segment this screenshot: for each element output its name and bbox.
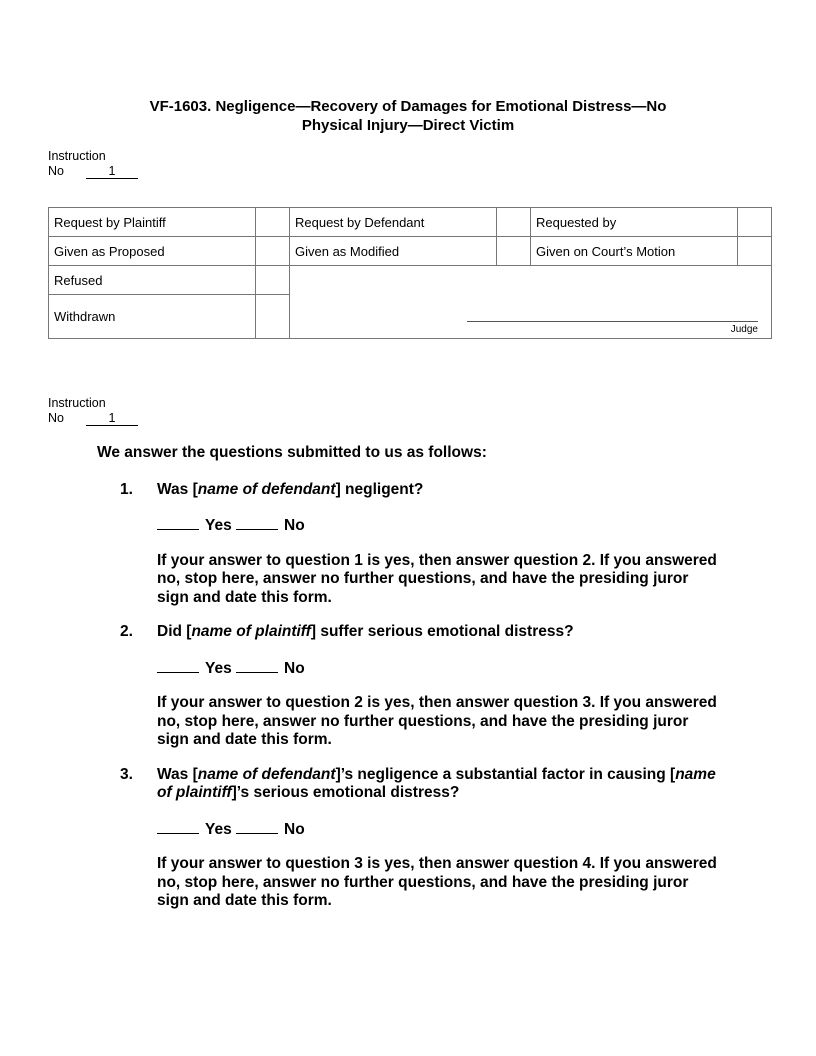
request-by-plaintiff-label: Request by Plaintiff	[49, 208, 256, 237]
requested-by-box[interactable]	[738, 208, 772, 237]
no-label: No	[284, 659, 305, 677]
text-segment: ]’s negligence a substantial factor in causing [	[335, 765, 676, 783]
verdict-questions	[97, 444, 717, 911]
refused-box[interactable]	[256, 266, 290, 295]
given-on-courts-motion-box[interactable]	[738, 237, 772, 266]
text-segment: ] negligent?	[335, 480, 424, 498]
instruction-no-label: No	[48, 164, 64, 178]
instruction-number: 1	[86, 412, 138, 426]
requested-by-label: Requested by	[531, 208, 738, 237]
placeholder-text: name of plaintiff	[157, 765, 716, 801]
text-segment: ] suffer serious emotional distress?	[310, 623, 574, 640]
yes-no-answer	[157, 515, 717, 536]
yes-label: Yes	[205, 659, 232, 677]
placeholder-text: name of defendant	[197, 765, 336, 783]
given-as-proposed-box[interactable]	[256, 237, 290, 266]
refused-label: Refused	[49, 266, 256, 295]
instruction-number: 1	[86, 165, 138, 179]
text-segment: Did [	[157, 623, 192, 640]
no-blank[interactable]	[236, 658, 278, 673]
question-text	[157, 766, 717, 803]
instruction-number-block	[48, 149, 138, 179]
question-2	[97, 623, 717, 750]
request-table	[48, 207, 772, 339]
given-as-modified-box[interactable]	[497, 237, 531, 266]
given-as-modified-label: Given as Modified	[290, 237, 497, 266]
title-line-1: VF-1603. Negligence—Recovery of Damages for Emotional Distress—No	[149, 98, 667, 115]
question-instruction: If your answer to question 3 is yes, then answer question 4. If you answered no, stop here, answer no further questions, and have the presiding juror sign and date this form.	[157, 855, 717, 909]
intro-text: We answer the questions submitted to us as follows:	[97, 444, 487, 461]
placeholder-text: name of plaintiff	[191, 623, 311, 640]
withdrawn-label: Withdrawn	[49, 295, 256, 339]
given-as-proposed-label: Given as Proposed	[49, 237, 256, 266]
question-number: 3.	[120, 765, 133, 783]
yes-blank[interactable]	[157, 515, 199, 530]
text-segment: Was [	[157, 765, 198, 783]
yes-label: Yes	[205, 820, 232, 838]
instruction-number-block-2	[48, 396, 138, 426]
placeholder-text: name of defendant	[197, 480, 336, 498]
no-label: No	[284, 517, 305, 534]
text-segment: Was [	[157, 480, 198, 498]
judge-signature-line[interactable]	[467, 321, 758, 322]
request-by-plaintiff-box[interactable]	[256, 208, 290, 237]
given-on-courts-motion-label: Given on Court’s Motion	[531, 237, 738, 266]
text-segment: ]’s serious emotional distress?	[231, 784, 460, 801]
yes-label: Yes	[205, 517, 232, 534]
yes-no-answer	[157, 819, 717, 840]
instruction-label: Instruction	[48, 396, 106, 410]
question-number: 1.	[120, 480, 133, 498]
title-line-2: Physical Injury—Direct Victim	[301, 117, 515, 134]
question-instruction: If your answer to question 2 is yes, then answer question 3. If you answered no, stop here, answer no further questions, and have the presiding juror sign and date this form.	[157, 694, 717, 748]
no-label: No	[284, 820, 305, 838]
question-number: 2.	[120, 623, 133, 640]
no-blank[interactable]	[236, 515, 278, 530]
request-by-defendant-label: Request by Defendant	[290, 208, 497, 237]
yes-blank[interactable]	[157, 658, 199, 673]
question-text	[157, 623, 717, 642]
page-title	[0, 97, 816, 135]
instruction-label: Instruction	[48, 149, 106, 163]
request-by-defendant-box[interactable]	[497, 208, 531, 237]
yes-no-answer	[157, 658, 717, 679]
judge-label: Judge	[730, 324, 758, 335]
no-blank[interactable]	[236, 819, 278, 834]
yes-blank[interactable]	[157, 819, 199, 834]
question-1	[97, 481, 717, 608]
question-3	[97, 766, 717, 911]
judge-signature-area	[290, 266, 772, 339]
withdrawn-box[interactable]	[256, 295, 290, 339]
question-text	[157, 481, 717, 500]
instruction-no-label: No	[48, 411, 64, 425]
question-instruction: If your answer to question 1 is yes, then answer question 2. If you answered no, stop here, answer no further questions, and have the presiding juror sign and date this form.	[157, 551, 717, 606]
